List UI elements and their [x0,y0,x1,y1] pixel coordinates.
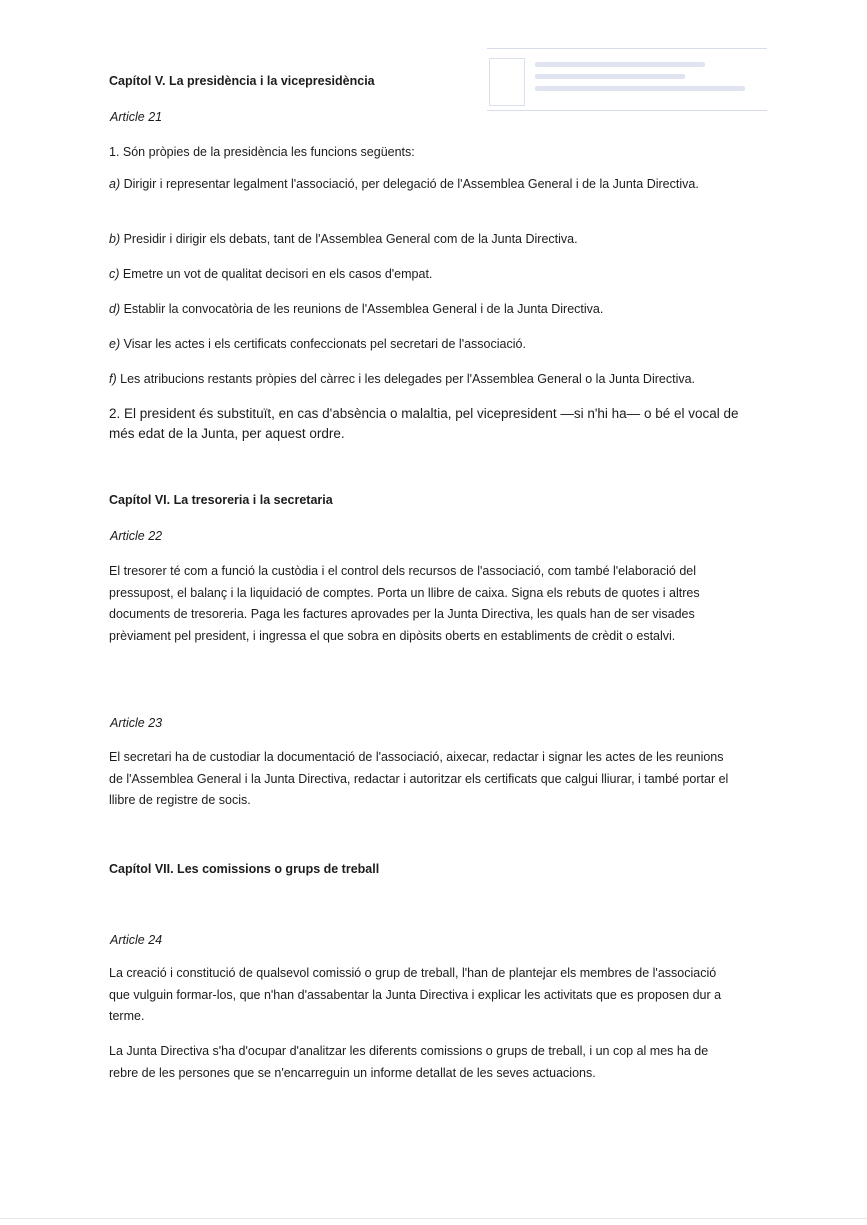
article-24-paragraph-1: La creació i constitució de qualsevol comissió o grup de treball, l'han de plantejar els membres de l'associació que vulguin formar-los, que n'han d'assabentar la Junta Directiva i explicar les activitats que es proposen dur a terme. [109,966,722,1023]
article-23-title: Article 23 [110,716,163,730]
chapter-5-heading: Capítol V. La presidència i la vicepresidència [109,74,375,88]
list-letter: d) [109,302,121,316]
list-letter: c) [109,267,120,281]
list-item-c [109,264,734,286]
list-text: Presidir i dirigir els debats, tant de l'Assemblea General com de la Junta Directiva. [120,232,578,246]
article-22-title: Article 22 [110,529,163,543]
list-item-d [109,299,734,321]
list-text: Dirigir i representar legalment l'associació, per delegació de l'Assemblea General i de la Junta Directiva. [120,177,699,191]
list-item-b [109,229,734,251]
scan-edge-line [0,1218,867,1219]
article-24-title: Article 24 [110,933,163,947]
list-text: Les atribucions restants pròpies del càrrec i les delegades per l'Assemblea General o la Junta Directiva. [116,372,696,386]
article-23-text: El secretari ha de custodiar la documentació de l'associació, aixecar, redactar i signar les actes de les reunions de l'Assemblea General i la Junta Directiva, redactar i autoritzar els certificats que calgui lliurar, i també portar el llibre de registre de socis. [109,750,729,807]
list-item-a [109,174,734,196]
list-letter: e) [109,337,121,351]
article-21-title: Article 21 [110,110,163,124]
list-letter: b) [109,232,121,246]
list-item-f [109,369,734,391]
list-letter: f) [109,372,117,386]
list-text: Establir la convocatòria de les reunions de l'Assemblea General i de la Junta Directiva. [120,302,604,316]
list-letter: a) [109,177,121,191]
chapter-6-heading: Capítol VI. La tresoreria i la secretaria [109,493,333,507]
article-21-intro: 1. Són pròpies de la presidència les funcions següents: [109,145,415,159]
article-24-paragraph-2: La Junta Directiva s'ha d'ocupar d'analitzar les diferents comissions o grups de treball, i un cop al mes ha de rebre de les persones que se n'encarreguin un informe detallat de les seves actuacions. [109,1044,709,1080]
registry-stamp [487,48,767,114]
list-text: Emetre un vot de qualitat decisori en els casos d'empat. [119,267,433,281]
chapter-7-heading: Capítol VII. Les comissions o grups de treball [109,862,380,876]
article-22-text: El tresorer té com a funció la custòdia i el control dels recursos de l'associació, com també l'elaboració del pressupost, el balanç i la liquidació de comptes. Porta un llibre de caixa. Signa els rebuts de quotes i altres documents de tresoreria. Paga les factures aprovades per la Junta Directiva, les quals han de ser visades prèviament pel president, i ingressa el que sobra en dipòsits oberts en establiments de crèdit o estalvi. [109,564,700,643]
list-item-e [109,334,734,356]
list-text: Visar les actes i els certificats confeccionats pel secretari de l'associació. [120,337,526,351]
article-21-substitution: 2. El president és substituït, en cas d'absència o malaltia, pel vicepresident —si n'hi ha— o bé el vocal de més edat de la Junta, per aquest ordre. [109,406,739,441]
